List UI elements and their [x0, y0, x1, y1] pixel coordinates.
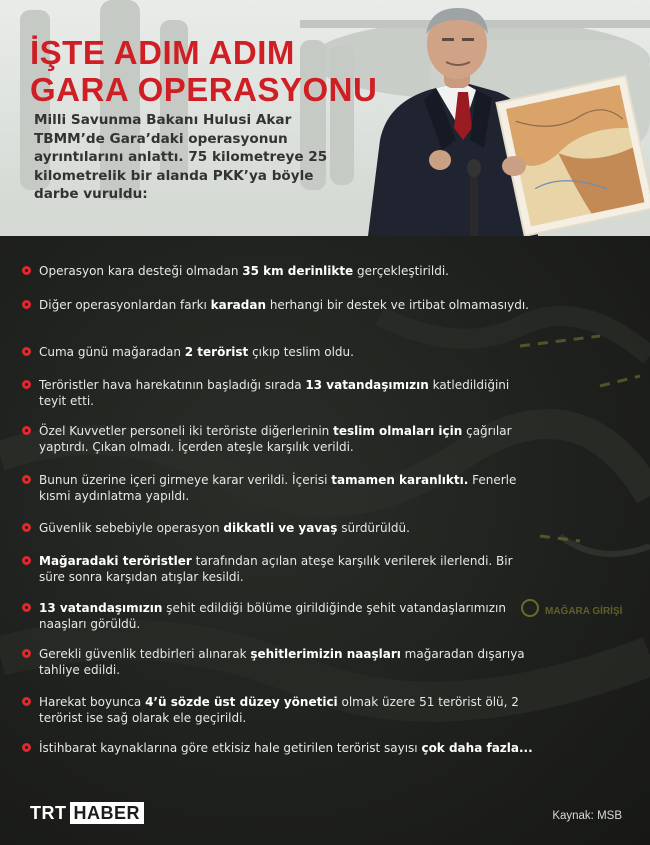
bullet-icon [22, 649, 31, 658]
item-text: İstihbarat kaynaklarına göre etkisiz hale getirilen terörist sayısı [39, 741, 422, 755]
bullet-icon [22, 603, 31, 612]
item-text: Diğer operasyonlardan farkı [39, 298, 211, 312]
highlight-text: 4’ü sözde üst düzey yönetici [145, 695, 338, 709]
list-item [22, 520, 539, 536]
intro-text: Milli Savunma Bakanı Hulusi Akar TBMM’de Gara’daki operasyonun ayrıntılarını anlattı. 75 kilometreye 25 kilometrelik bir alanda PKK’ya böyle darbe vuruldu: [34, 112, 328, 203]
bullet-icon [22, 266, 31, 275]
page-title [30, 34, 377, 108]
highlight-text: teslim olmaları için [333, 424, 463, 438]
highlight-text: şehitlerimizin naaşları [250, 647, 401, 661]
item-text: Cuma günü mağaradan [39, 345, 185, 359]
highlight-text: karadan [210, 298, 266, 312]
item-text: çıkıp teslim oldu. [248, 345, 354, 359]
bullet-icon [22, 556, 31, 565]
list-item [22, 553, 539, 585]
list-item [22, 297, 539, 313]
item-text: Özel Kuvvetler personeli iki teröriste diğerlerinin [39, 424, 334, 438]
item-text: çağrılar yaptırdı. Çıkan olmadı. İçerden ateşle karşılık verildi. [39, 424, 512, 454]
item-text: Teröristler hava harekatının başladığı sırada [39, 378, 306, 392]
bullet-icon [22, 380, 31, 389]
item-text: katledildiğini teyit etti. [39, 378, 510, 408]
list-item [22, 740, 539, 756]
header [0, 0, 650, 236]
highlight-text: 2 terörist [184, 345, 249, 359]
map-label-cave-entrance: MAĞARA GİRİŞİ [545, 606, 623, 617]
list-item [22, 344, 539, 360]
highlight-text: 13 vatandaşımızın [305, 378, 429, 392]
highlight-text: çok daha fazla... [421, 741, 533, 755]
item-text: herhangi bir destek ve irtibat olmamasıydı. [266, 298, 529, 312]
bullet-icon [22, 475, 31, 484]
list-item [22, 646, 539, 678]
item-text: sürdürüldü. [337, 521, 410, 535]
item-text: şehit edildiği bölüme girildiğinde şehit vatandaşlarımızın naaşları görüldü. [39, 601, 506, 631]
item-text: olmak üzere 51 terörist ölü, 2 terörist ise sağ olarak ele geçirildi. [39, 695, 519, 725]
item-text: Harekat boyunca [39, 695, 146, 709]
highlight-text: tamamen karanlıktı. [331, 473, 469, 487]
bullet-icon [22, 697, 31, 706]
bullet-icon [22, 743, 31, 752]
title-line-2: GARA OPERASYONU [30, 71, 378, 108]
logo-haber: HABER [70, 802, 145, 824]
list-item [22, 423, 539, 455]
highlight-text: 35 km derinlikte [242, 264, 354, 278]
item-text: tarafından açılan ateşe karşılık verilerek ilerlendi. Bir süre sonra karşıdan atışlar kesildi. [39, 554, 513, 584]
item-text: Fenerle kısmi aydınlatma yapıldı. [39, 473, 517, 503]
highlight-text: dikkatli ve yavaş [223, 521, 338, 535]
bullet-icon [22, 300, 31, 309]
minister-photo [358, 0, 650, 236]
bullet-icon [22, 426, 31, 435]
list-item [22, 694, 539, 726]
logo-trt: TRT [30, 802, 67, 823]
highlight-text: 13 vatandaşımızın [39, 601, 163, 615]
trt-haber-logo [30, 802, 144, 824]
list-item [22, 263, 539, 279]
content-panel [0, 236, 650, 845]
item-text: gerçekleştirildi. [353, 264, 449, 278]
bullet-icon [22, 347, 31, 356]
item-text: Operasyon kara desteği olmadan [39, 264, 243, 278]
list-item [22, 600, 539, 632]
item-text: mağaradan dışarıya tahliye edildi. [39, 647, 525, 677]
bullet-icon [22, 523, 31, 532]
source-credit: Kaynak: MSB [552, 810, 622, 822]
item-text: Güvenlik sebebiyle operasyon [39, 521, 224, 535]
title-line-1: İŞTE ADIM ADIM [30, 34, 295, 71]
item-text: Gerekli güvenlik tedbirleri alınarak [39, 647, 251, 661]
list-item [22, 472, 539, 504]
item-text: Bunun üzerine içeri girmeye karar verildi. İçerisi [39, 473, 332, 487]
highlight-text: Mağaradaki teröristler [39, 554, 192, 568]
list-item [22, 377, 539, 409]
